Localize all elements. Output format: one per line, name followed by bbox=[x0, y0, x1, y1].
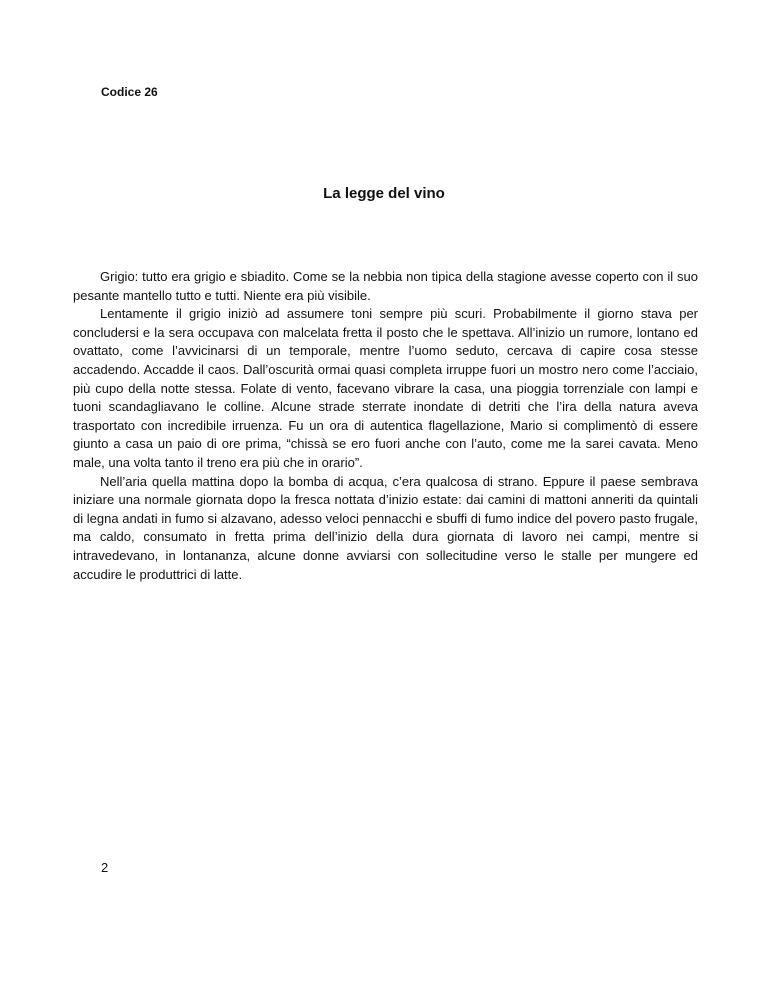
paragraph: Lentamente il grigio iniziò ad assumere toni sempre più scuri. Probabilmente il giorno stava per concludersi e la sera occupava con malcelata fretta il posto che le spettava. All’inizio un rumore, lontano ed ovattato, come l’avvicinarsi di un temporale, mentre l’uomo seduto, cercava di capire cosa stesse accadendo. Accadde il caos. Dall’oscurità ormai quasi completa irruppe fuori un mostro nero come l’acciaio, più cupo della notte stessa. Folate di vento, facevano vibrare la casa, una pioggia torrenziale con lampi e tuoni scandagliavano le colline. Alcune strade sterrate inondate di detriti che l’ira della natura aveva trasportato con incredibile irruenza. Fu un ora di autentica flagellazione, Mario si complimentò di essere giunto a casa un paio di ore prima, “chissà se ero fuori anche con l’auto, come me la sarei cavata. Meno male, una volta tanto il treno era più che in orario”. bbox=[73, 306, 698, 470]
document-title: La legge del vino bbox=[323, 185, 445, 202]
paragraph: Grigio: tutto era grigio e sbiadito. Come se la nebbia non tipica della stagione avesse coperto con il suo pesante mantello tutto e tutti. Niente era più visibile. bbox=[73, 269, 698, 303]
page-number: 2 bbox=[101, 860, 109, 875]
code-label: Codice 26 bbox=[101, 85, 158, 99]
body-text bbox=[73, 268, 698, 584]
paragraph: Nell’aria quella mattina dopo la bomba di acqua, c’era qualcosa di strano. Eppure il paese sembrava iniziare una normale giornata dopo la fresca nottata d’inizio estate: dai camini di mattoni anneriti da quintali di legna andati in fumo si alzavano, adesso veloci pennacchi e sbuffi di fumo indice del povero pasto frugale, ma caldo, consumato in fretta prima dell’inizio della dura giornata di lavoro nei campi, mentre si intravedevano, in lontananza, alcune donne avviarsi con sollecitudine verso le stalle per mungere ed accudire le produttrici di latte. bbox=[73, 473, 698, 582]
